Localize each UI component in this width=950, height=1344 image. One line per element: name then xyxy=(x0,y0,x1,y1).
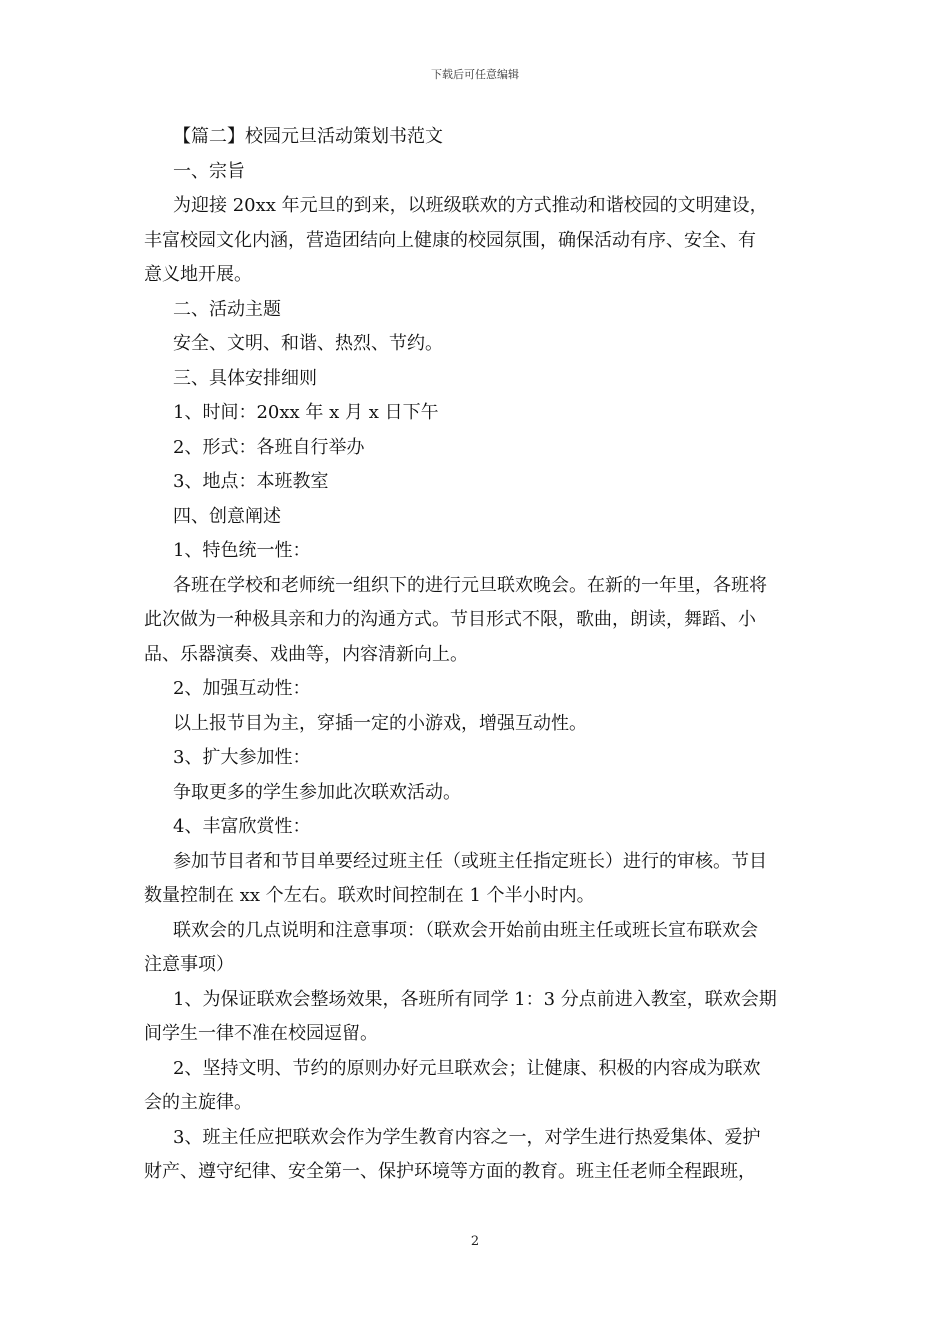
text-line: 间学生一律不准在校园逗留。 xyxy=(144,1023,378,1044)
text-line: 3、班主任应把联欢会作为学生教育内容之一，对学生进行热爱集体、爱护 xyxy=(173,1126,761,1148)
text-line: 3、扩大参加性： xyxy=(173,747,311,768)
text-line: 一、宗旨 xyxy=(173,160,245,182)
text-line: 2、形式：各班自行举办 xyxy=(173,436,365,458)
text-line: 1、时间：20xx 年 x 月 x 日下午 xyxy=(173,402,439,423)
text-line: 参加节目者和节目单要经过班主任（或班主任指定班长）进行的审核。节目 xyxy=(173,850,767,872)
text-line: 丰富校园文化内涵，营造团结向上健康的校园氛围，确保活动有序、安全、有 xyxy=(144,229,756,251)
text-line: 为迎接 20xx 年元旦的到来，以班级联欢的方式推动和谐校园的文明建设， xyxy=(173,195,768,216)
text-line: 1、特色统一性： xyxy=(173,540,311,561)
text-line: 以上报节目为主，穿插一定的小游戏，增强互动性。 xyxy=(173,712,587,734)
text-line: 财产、遵守纪律、安全第一、保护环境等方面的教育。班主任老师全程跟班， xyxy=(144,1161,756,1182)
page-number: 2 xyxy=(470,1234,480,1249)
document-body xyxy=(144,120,808,1190)
text-line: 争取更多的学生参加此次联欢活动。 xyxy=(173,781,461,803)
document-title: 【篇二】校园元旦活动策划书范文 xyxy=(173,126,443,147)
text-line: 各班在学校和老师统一组织下的进行元旦联欢晚会。在新的一年里，各班将 xyxy=(173,574,767,596)
text-line: 2、坚持文明、节约的原则办好元旦联欢会；让健康、积极的内容成为联欢 xyxy=(173,1057,761,1079)
text-line: 安全、文明、和谐、热烈、节约。 xyxy=(173,333,443,354)
text-line: 数量控制在 xx 个左右。联欢时间控制在 1 个半小时内。 xyxy=(144,885,595,906)
text-line: 注意事项） xyxy=(144,954,234,975)
text-line: 意义地开展。 xyxy=(144,264,252,285)
text-line: 联欢会的几点说明和注意事项：（联欢会开始前由班主任或班长宣布联欢会 xyxy=(173,919,758,941)
text-line: 会的主旋律。 xyxy=(144,1092,252,1113)
document-paragraphs xyxy=(144,155,808,1190)
text-line: 1、为保证联欢会整场效果，各班所有同学 1：3 分点前进入教室，联欢会期 xyxy=(173,988,777,1010)
text-line: 四、创意阐述 xyxy=(173,505,281,527)
text-line: 三、具体安排细则 xyxy=(173,367,317,389)
text-line: 此次做为一种极具亲和力的沟通方式。节目形式不限，歌曲，朗读，舞蹈、小 xyxy=(144,609,756,630)
text-line: 品、乐器演奏、戏曲等，内容清新向上。 xyxy=(144,643,468,665)
text-line: 3、地点：本班教室 xyxy=(173,471,329,492)
text-line: 4、丰富欣赏性： xyxy=(173,816,311,837)
text-line: 二、活动主题 xyxy=(173,298,281,320)
page-header-note: 下载后可任意编辑 xyxy=(431,68,519,81)
text-line: 2、加强互动性： xyxy=(173,678,311,699)
